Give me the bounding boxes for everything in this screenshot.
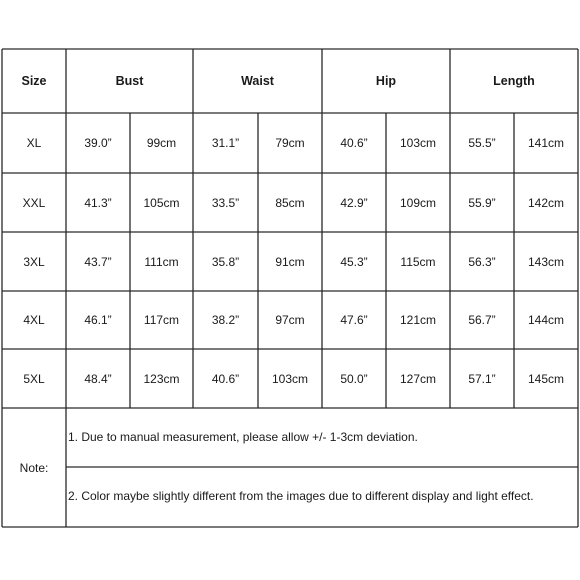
- size-cell: XL: [26, 136, 42, 150]
- waist-cm-cell: 97cm: [275, 313, 305, 327]
- bust-cm-cell: 117cm: [143, 313, 180, 327]
- header-size: Size: [21, 74, 47, 88]
- length-inch-cell: 55.5”: [468, 136, 496, 150]
- note-label: Note:: [19, 460, 49, 475]
- bust-inch-cell: 48.4”: [84, 371, 112, 386]
- header-hip: Hip: [375, 74, 397, 88]
- size-cell: XXL: [22, 195, 46, 210]
- length-cm-cell: 145cm: [527, 371, 565, 386]
- length-cm-cell: 144cm: [527, 313, 565, 327]
- bust-cm-cell: 99cm: [146, 136, 177, 150]
- hip-inch-cell: 47.6”: [340, 313, 368, 327]
- length-inch-cell: 56.3”: [468, 254, 496, 269]
- waist-inch-cell: 31.1”: [211, 136, 240, 150]
- bust-cm-cell: 111cm: [144, 254, 179, 269]
- hip-cm-cell: 103cm: [399, 136, 437, 150]
- size-cell: 3XL: [23, 254, 45, 269]
- length-inch-cell: 57.1”: [468, 371, 496, 386]
- length-cm-cell: 143cm: [527, 254, 565, 269]
- hip-inch-cell: 50.0”: [340, 371, 368, 386]
- length-cm-cell: 142cm: [527, 195, 565, 210]
- length-cm-cell: 141cm: [527, 136, 565, 150]
- header-bust: Bust: [115, 74, 144, 88]
- waist-cm-cell: 79cm: [275, 136, 305, 150]
- header-length: Length: [493, 74, 535, 88]
- bust-inch-cell: 46.1”: [84, 313, 112, 327]
- bust-inch-cell: 43.7”: [84, 254, 112, 269]
- note-line-1: 1. Due to manual measurement, please allow +/- 1-3cm deviation.: [68, 430, 418, 444]
- hip-inch-cell: 40.6”: [340, 136, 368, 150]
- waist-cm-cell: 85cm: [275, 195, 305, 210]
- waist-cm-cell: 91cm: [275, 254, 305, 269]
- bust-cm-cell: 105cm: [143, 195, 180, 210]
- hip-cm-cell: 127cm: [399, 371, 437, 386]
- hip-inch-cell: 42.9”: [340, 195, 368, 210]
- header-waist: Waist: [241, 74, 274, 88]
- size-cell: 4XL: [23, 313, 45, 327]
- hip-cm-cell: 115cm: [400, 254, 436, 269]
- hip-cm-cell: 121cm: [399, 313, 437, 327]
- waist-inch-cell: 35.8”: [211, 254, 240, 269]
- hip-inch-cell: 45.3”: [340, 254, 368, 269]
- bust-inch-cell: 41.3”: [84, 195, 112, 210]
- bust-cm-cell: 123cm: [143, 371, 180, 386]
- note-line-2: 2. Color maybe slightly different from the images due to different display and light effect.: [68, 489, 534, 503]
- size-cell: 5XL: [23, 371, 45, 386]
- hip-cm-cell: 109cm: [399, 195, 437, 210]
- length-inch-cell: 56.7”: [468, 313, 496, 327]
- waist-cm-cell: 103cm: [271, 371, 309, 386]
- waist-inch-cell: 33.5”: [211, 195, 240, 210]
- waist-inch-cell: 38.2”: [211, 313, 240, 327]
- bust-inch-cell: 39.0”: [84, 136, 112, 150]
- length-inch-cell: 55.9”: [468, 195, 496, 210]
- waist-inch-cell: 40.6”: [211, 371, 240, 386]
